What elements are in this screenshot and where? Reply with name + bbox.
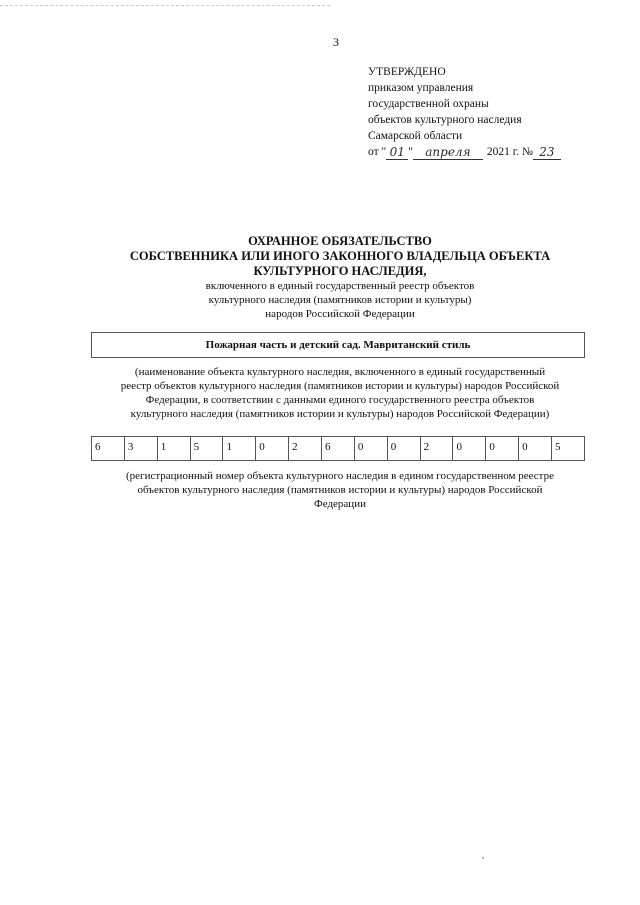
date-quote: "	[408, 146, 413, 158]
registration-digit: 0	[486, 437, 519, 460]
approval-date-line	[368, 144, 628, 160]
registration-digit: 0	[519, 437, 552, 460]
date-year: 2021 г. №	[486, 146, 533, 158]
document-title	[90, 234, 590, 321]
caption-line: Федерации, в соответствии с данными единого государственного реестра объектов	[145, 394, 535, 406]
approval-stamp	[368, 64, 628, 160]
scan-artifact-dot	[482, 857, 484, 859]
registration-digit: 2	[289, 437, 322, 460]
date-prefix: от "	[368, 146, 387, 158]
approval-line: объектов культурного наследия	[368, 114, 522, 126]
registration-digit: 0	[256, 437, 289, 460]
subtitle-line: народов Российской Федерации	[265, 308, 415, 320]
registration-digit: 1	[158, 437, 191, 460]
registration-digit: 5	[191, 437, 224, 460]
registration-digit: 1	[223, 437, 256, 460]
title-line: ОХРАННОЕ ОБЯЗАТЕЛЬСТВО	[248, 234, 432, 248]
caption-line: культурного наследия (памятников истории и культуры) народов Российской Федерации)	[130, 408, 550, 420]
approval-heading: УТВЕРЖДЕНО	[368, 66, 446, 78]
registration-digit: 2	[421, 437, 454, 460]
caption-line: Федерации	[314, 498, 366, 510]
caption-line: (регистрационный номер объекта культурного наследия в едином государственном реестре	[126, 470, 554, 482]
object-name-caption	[90, 365, 590, 421]
approval-line: государственной охраны	[368, 98, 489, 110]
registration-digit: 0	[355, 437, 388, 460]
registration-digit: 0	[453, 437, 486, 460]
scan-artifact-line	[0, 5, 330, 6]
caption-line: (наименование объекта культурного наследия, включенного в единый государственный	[134, 366, 546, 378]
subtitle-line: включенного в единый государственный реестр объектов	[205, 280, 475, 292]
title-line: КУЛЬТУРНОГО НАСЛЕДИЯ,	[253, 264, 427, 278]
registration-digit: 5	[555, 441, 561, 453]
registration-caption	[90, 469, 590, 511]
handwritten-day: 01	[386, 145, 408, 160]
object-name-field: Пожарная часть и детский сад. Мавританский стиль	[91, 332, 585, 358]
handwritten-order-number: 23	[533, 145, 561, 160]
registration-digit: 0	[388, 437, 421, 460]
caption-line: реестр объектов культурного наследия (памятников истории и культуры) народов Российской	[120, 380, 560, 392]
page-number: 3	[333, 35, 339, 49]
registration-digit: 3	[125, 437, 158, 460]
handwritten-month: апреля	[413, 145, 483, 160]
registration-digit: 6	[322, 437, 355, 460]
registration-digit: 6	[92, 437, 125, 460]
title-line: СОБСТВЕННИКА ИЛИ ИНОГО ЗАКОННОГО ВЛАДЕЛЬЦА ОБЪЕКТА	[129, 249, 551, 263]
subtitle-line: культурного наследия (памятников истории и культуры)	[208, 294, 472, 306]
approval-line: приказом управления	[368, 82, 474, 94]
registration-number-grid	[91, 436, 585, 461]
caption-line: объектов культурного наследия (памятников истории и культуры) народов Российской	[137, 484, 543, 496]
approval-line: Самарской области	[368, 130, 463, 142]
